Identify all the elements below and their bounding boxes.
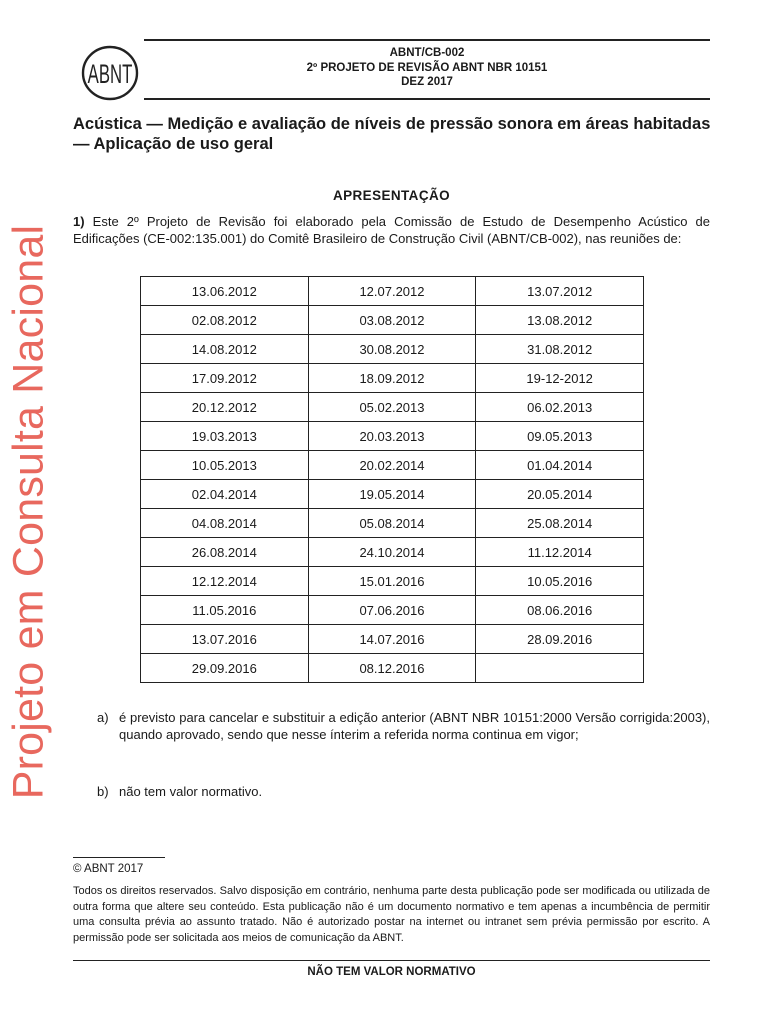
committee-code: ABNT/CB-002 <box>389 47 465 59</box>
list-marker: a) <box>97 710 109 725</box>
table-cell: 13.07.2012 <box>476 277 644 306</box>
table-row <box>141 538 644 567</box>
copyright: © ABNT 2017 <box>73 863 144 875</box>
table-cell: 06.02.2013 <box>476 393 644 422</box>
table-cell: 19.03.2013 <box>141 422 309 451</box>
copyright-rule <box>73 857 165 858</box>
table-cell: 31.08.2012 <box>476 335 644 364</box>
table-cell: 02.08.2012 <box>141 306 309 335</box>
table-cell: 19-12-2012 <box>476 364 644 393</box>
project-name: 2º PROJETO DE REVISÃO ABNT NBR 10151 <box>306 61 548 74</box>
intro-text: Este 2º Projeto de Revisão foi elaborado pela Comissão de Estudo de Desempenho Acústico de Edificações (CE-002:135.001) do Comitê Brasileiro de Construção Civil (ABNT/CB-002), nas reuniões de: <box>73 214 710 246</box>
table-cell: 15.01.2016 <box>308 567 476 596</box>
table-cell: 08.12.2016 <box>308 654 476 683</box>
section-heading: APRESENTAÇÃO <box>332 188 451 203</box>
table-cell: 17.09.2012 <box>141 364 309 393</box>
table-cell: 30.08.2012 <box>308 335 476 364</box>
table-cell: 10.05.2013 <box>141 451 309 480</box>
table-cell: 11.12.2014 <box>476 538 644 567</box>
intro-paragraph <box>73 214 710 247</box>
table-cell: 28.09.2016 <box>476 625 644 654</box>
table-cell: 26.08.2014 <box>141 538 309 567</box>
table-row <box>141 480 644 509</box>
svg-text:ABNT: ABNT <box>87 58 133 90</box>
table-cell: 05.08.2014 <box>308 509 476 538</box>
table-cell: 19.05.2014 <box>308 480 476 509</box>
table-row <box>141 451 644 480</box>
table-cell: 20.12.2012 <box>141 393 309 422</box>
table-row <box>141 654 644 683</box>
table-cell: 24.10.2014 <box>308 538 476 567</box>
list-item-text: não tem valor normativo. <box>119 784 263 799</box>
table-row <box>141 393 644 422</box>
header-bottom-rule <box>144 98 710 100</box>
table-cell: 14.07.2016 <box>308 625 476 654</box>
intro-number: 1) <box>73 214 85 229</box>
table-cell: 13.08.2012 <box>476 306 644 335</box>
table-cell: 25.08.2014 <box>476 509 644 538</box>
table-cell: 20.02.2014 <box>308 451 476 480</box>
table-cell: 09.05.2013 <box>476 422 644 451</box>
table-row <box>141 306 644 335</box>
table-row <box>141 364 644 393</box>
table-cell: 03.08.2012 <box>308 306 476 335</box>
list-marker: b) <box>97 784 109 799</box>
table-row <box>141 596 644 625</box>
table-cell: 10.05.2016 <box>476 567 644 596</box>
footer-rule <box>73 960 710 961</box>
table-row <box>141 509 644 538</box>
document-header <box>144 46 710 90</box>
list-item-a <box>97 710 710 743</box>
table-cell: 04.08.2014 <box>141 509 309 538</box>
table-cell: 02.04.2014 <box>141 480 309 509</box>
table-cell: 07.06.2016 <box>308 596 476 625</box>
table-cell: 11.05.2016 <box>141 596 309 625</box>
table-cell: 29.09.2016 <box>141 654 309 683</box>
table-row <box>141 422 644 451</box>
table-row <box>141 335 644 364</box>
watermark-text: Projeto em Consulta Nacional <box>4 224 53 800</box>
table-row <box>141 567 644 596</box>
rights-notice: Todos os direitos reservados. Salvo disposição em contrário, nenhuma parte desta publicação pode ser modificada ou utilizada de outra forma que altere seu conteúdo. Esta publicação não é um documento normativo e tem apenas a incumbência de permitir uma consulta prévia ao assunto tratado. Não é autorizado postar na internet ou intranet sem prévia permissão por escrito. A permissão pode ser solicitada aos meios de comunicação da ABNT. <box>73 885 710 944</box>
table-cell: 01.04.2014 <box>476 451 644 480</box>
document-title: Acústica — Medição e avaliação de níveis de pressão sonora em áreas habitadas — Aplicação de uso geral <box>73 115 711 153</box>
table-cell: 14.08.2012 <box>141 335 309 364</box>
header-top-rule <box>144 39 710 41</box>
list-item-b <box>97 784 710 801</box>
table-cell: 05.02.2013 <box>308 393 476 422</box>
table-row <box>141 625 644 654</box>
watermark <box>4 202 53 822</box>
project-date: DEZ 2017 <box>401 76 453 88</box>
table-cell: 12.12.2014 <box>141 567 309 596</box>
abnt-logo <box>80 44 140 102</box>
table-cell: 08.06.2016 <box>476 596 644 625</box>
table-cell: 18.09.2012 <box>308 364 476 393</box>
meeting-dates-table <box>140 276 644 683</box>
list-item-text: é previsto para cancelar e substituir a edição anterior (ABNT NBR 10151:2000 Versão corrigida:2003), quando aprovado, sendo que nesse ínterim a referida norma continua em vigor; <box>119 710 710 742</box>
table-cell <box>476 654 644 683</box>
table-cell: 13.06.2012 <box>141 277 309 306</box>
table-cell: 13.07.2016 <box>141 625 309 654</box>
table-cell: 20.05.2014 <box>476 480 644 509</box>
footer-notice: NÃO TEM VALOR NORMATIVO <box>307 966 476 978</box>
table-cell: 20.03.2013 <box>308 422 476 451</box>
table-cell: 12.07.2012 <box>308 277 476 306</box>
table-row <box>141 277 644 306</box>
